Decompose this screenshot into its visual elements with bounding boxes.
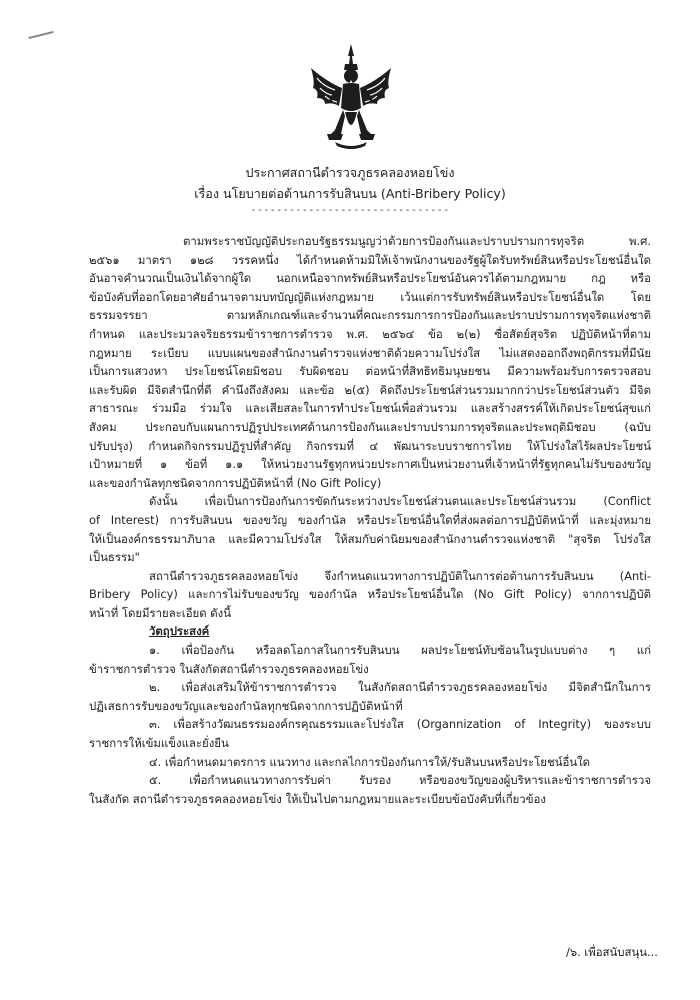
text-line: สังคม ประกอบกับแผนการปฏิรูปประเทศด้านการป้องกันและปราบปรามการทุจริตและประพฤติมิชอบ (ฉบับ [89, 419, 651, 434]
document-body [89, 232, 651, 808]
announcement-subject: เรื่อง นโยบายต่อต้านการรับสินบน (Anti-Bribery Policy) [194, 186, 506, 201]
text-line: เป็นธรรม" [89, 550, 140, 565]
text-line: และรับผิด มีจิตสำนึกที่ดี คำนึงถึงสังคม และข้อ ๒(๕) คิดถึงประโยชน์ส่วนรวมมากกว่าประโยชน์ส่วนตัว มีจิต [89, 382, 651, 397]
text-line: ปรับปรุง) กำหนดกิจกรรมปฏิรูปที่สำคัญ กิจกรรมที่ ๔ พัฒนาระบบราชการไทย ให้โปร่งใสไร้ผลประโยชน์ [89, 438, 651, 453]
objective-item-2: ๒. เพื่อส่งเสริมให้ข้าราชการตำรวจ ในสังกัดสถานีตำรวจภูธรคลองหอยโข่ง มีจิตสำนึกในการ [149, 680, 651, 695]
text-line: ๒๕๖๑ มาตรา ๑๒๘ วรรคหนึ่ง ได้กำหนดห้ามมิให้เจ้าพนักงานของรัฐผู้ใดรับทรัพย์สินหรือประโยชน์อื่นใด [89, 252, 651, 267]
garuda-emblem-icon [305, 42, 397, 152]
objective-item-2-cont: ปฏิเสธการรับของขวัญและของกำนัลทุกชนิดจากการปฏิบัติหน้าที่ [89, 698, 403, 713]
title-separator: ------------------------------- [250, 205, 450, 216]
objective-item-3: ๓. เพื่อสร้างวัฒนธรรมองค์กรคุณธรรมและโปร่งใส (Organnization of Integrity) ของระบบ [149, 717, 651, 732]
paragraph-2 [89, 492, 651, 566]
text-line: ตามพระราชบัญญัติประกอบรัฐธรรมนูญว่าด้วยการป้องกันและปราบปรามการทุจริต พ.ศ. [183, 234, 651, 248]
objective-item-1-cont: ข้าราชการตำรวจ ในสังกัดสถานีตำรวจภูธรคลองหอยโข่ง [89, 661, 369, 676]
scan-mark [28, 31, 54, 39]
text-line: Bribery Policy) และการไม่รับของขวัญ ของกำนัล หรือประโยชน์อื่นใด (No Gift Policy) จากการปฏิบัติ [89, 587, 651, 602]
page-continuation: /๖. เพื่อสนับสนุน... [566, 945, 658, 959]
objective-item-4: ๔. เพื่อกำหนดมาตรการ แนวทาง และกลไกการป้องกันการให้/รับสินบนหรือประโยชน์อื่นใด [149, 754, 591, 769]
objective-item-1: ๑. เพื่อป้องกัน หรือลดโอกาสในการรับสินบน ผลประโยชน์ทับซ้อนในรูปแบบต่าง ๆ แก่ [149, 643, 651, 658]
text-line: กำหนด และประมวลจริยธรรมข้าราชการตำรวจ พ.ศ. ๒๕๖๔ ข้อ ๒(๒) ซื่อสัตย์สุจริต ปฏิบัติหน้าที่ตาม [89, 326, 651, 341]
text-line: และของกำนัลทุกชนิดจากการปฏิบัติหน้าที่ (No Gift Policy) [89, 475, 382, 490]
text-line: of Interest) การรับสินบน ของขวัญ ของกำนัล หรือประโยชน์อื่นใดที่ส่งผลต่อการปฏิบัติหน้าที่ และมุ่งหมาย [89, 512, 651, 527]
objective-item-3-cont: ราชการให้เข้มแข็งและยั่งยืน [89, 736, 229, 751]
objectives-list [89, 641, 651, 808]
text-line: สถานีตำรวจภูธรคลองหอยโข่ง จึงกำหนดแนวทางการปฏิบัติในการต่อต้านการรับสินบน (Anti- [149, 568, 651, 583]
text-line: กฎหมาย ระเบียบ แบบแผนของสำนักงานตำรวจแห่งชาติด้วยความโปร่งใส ไม่แสดงออกถึงพฤติกรรมที่มีนัย [89, 345, 651, 360]
objective-item-5: ๕. เพื่อกำหนดแนวทางการรับค่า รับรอง หรือของขวัญของผู้บริหารและข้าราชการตำรวจ [149, 773, 651, 788]
text-line: ข้อบังคับที่ออกโดยอาศัยอำนาจตามบทบัญญัติแห่งกฎหมาย เว้นแต่การรับทรัพย์สินหรือประโยชน์อื่นใด โดย [89, 289, 651, 304]
text-line: เป็นการแสวงหา ประโยชน์โดยมิชอบ รับผิดชอบ ต่อหน้าที่สิทธิทธิมนุษยชน มีความพร้อมรับการตรวจสอบ [89, 364, 651, 379]
announcement-title: ประกาศสถานีตำรวจภูธรคลองหอยโข่ง [245, 165, 455, 180]
text-line: อันอาจคำนวณเป็นเงินได้จากผู้ใด นอกเหนือจากทรัพย์สินหรือประโยชน์อันควรได้ตามกฎหมาย กฎ หรือ [89, 271, 651, 286]
objectives-heading: วัตถุประสงค์ [149, 624, 210, 639]
text-line: หน้าที่ โดยมีรายละเอียด ดังนี้ [89, 605, 231, 620]
garuda-emblem-icon-graphic [305, 42, 397, 152]
text-line: ธรรมจรรยา ตามหลักเกณฑ์และจำนวนที่คณะกรรมการการป้องกันและปราบปรามการทุจริตแห่งชาติ [89, 308, 651, 323]
paragraph-1 [89, 232, 651, 492]
text-line: ให้เป็นองค์กรธรรมาภิบาล และมีความโปร่งใส ให้สมกับค่านิยมของสำนักงานตำรวจแห่งชาติ "สุจริต โปร่งใส [89, 531, 651, 546]
text-line: เป้าหมายที่ ๑ ข้อที่ ๑.๑ ให้หน่วยงานรัฐทุกหน่วยประกาศเป็นหน่วยงานที่เจ้าหน้าที่รัฐทุกคนไม่รับของขวัญ [89, 457, 651, 472]
objective-item-5-cont: ในสังกัด สถานีตำรวจภูธรคลองหอยโข่ง ให้เป็นไปตามกฎหมายและระเบียบข้อบังคับที่เกี่ยวข้อง [89, 791, 546, 806]
text-line: สาธารณะ ร่วมมือ ร่วมใจ และเสียสละในการทำประโยชน์เพื่อส่วนรวม และสร้างสรรค์ให้เกิดประโยชน์สุขแก่ [89, 401, 651, 416]
text-line: ดังนั้น เพื่อเป็นการป้องกันการขัดกันระหว่างประโยชน์ส่วนตนและประโยชน์ส่วนรวม (Conflict [149, 494, 651, 509]
paragraph-3 [89, 567, 651, 623]
